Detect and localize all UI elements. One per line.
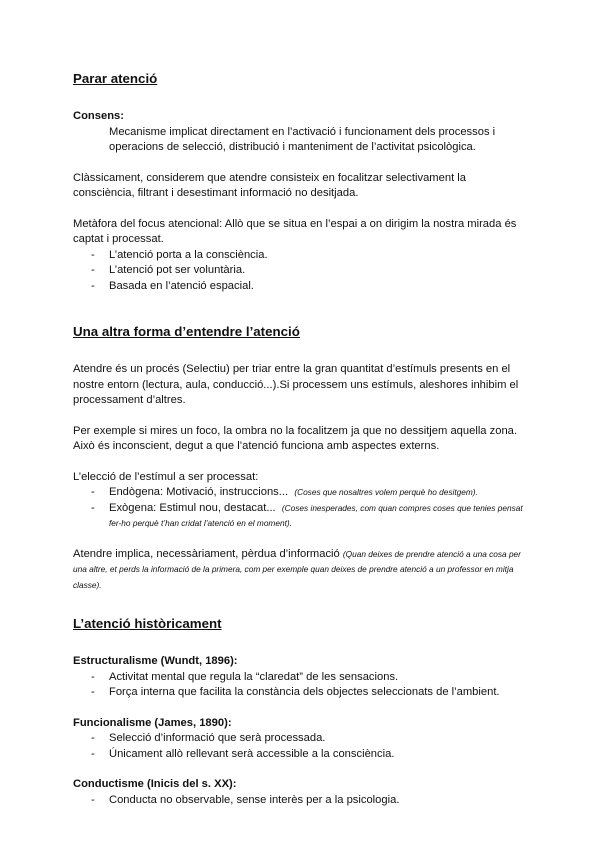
eleccio-list — [73, 485, 523, 532]
metafora-list — [73, 248, 523, 295]
list-item: - Únicament allò rellevant serà accessible a la consciència. — [91, 747, 395, 760]
list-item: - Conducta no observable, sense interès per a la psicologia. — [91, 793, 400, 806]
note-text: (Quan deixes de prendre atenció a una cosa per una altre, et perds la informació de la primera, com per exemple quan deixes de prendre atenció a un professor en mitja classe). — [73, 548, 521, 590]
consens-heading: Consens: — [73, 110, 124, 122]
list-item: - L’atenció porta a la consciència. — [91, 248, 268, 261]
funcionalisme-list — [73, 731, 523, 762]
list-item: - L’atenció pot ser voluntària. — [91, 264, 246, 276]
section-title-historicament: L’atenció històricament — [73, 616, 222, 631]
list-item: - Endògena: Motivació, instruccions... (Coses que nosaltres volem perquè ho desitgem). — [91, 486, 478, 498]
conductisme-list — [73, 793, 523, 809]
consens-paragraph: Mecanisme implicat directament en l’activació i funcionament dels processos i operacions de selecció, distribució i manteniment de l’activitat psicològica. — [109, 125, 496, 153]
section-title-altra-forma: Una altra forma d’entendre l’atenció — [73, 324, 300, 339]
estructuralisme-list — [73, 670, 523, 701]
group-heading-estructuralisme: Estructuralisme (Wundt, 1896): — [73, 655, 238, 667]
section-title-parar-atencio: Parar atenció — [73, 71, 158, 86]
eleccio-paragraph: L’elecció de l’estímul a ser processat: — [73, 470, 259, 483]
document-page — [73, 70, 523, 808]
list-item: - Força interna que facilita la constància dels objectes seleccionats de l’ambient. — [91, 686, 500, 698]
classic-paragraph: Clàssicament, considerem que atendre consisteix en focalitzar selectivament la consciència, filtrant i desestimant informació no desitjada. — [73, 171, 466, 199]
list-item: - Activitat mental que regula la “claredat” de les sensacions. — [91, 670, 399, 683]
metafora-paragraph: Metàfora del focus atencional: Allò que se situa en l’espai a on dirigim la nostra mirada és captat i processat. — [73, 217, 517, 245]
group-heading-funcionalisme: Funcionalisme (James, 1890): — [73, 716, 232, 729]
note-text: (Coses inesperades, com quan compres coses que tenies pensat fer-ho perquè t’han cridat l’atenció en el moment). — [109, 502, 523, 528]
group-heading-conductisme: Conductisme (Inicis del s. XX): — [73, 778, 237, 790]
list-item: - Selecció d’informació que serà processada. — [91, 732, 326, 744]
list-item: - Basada en l’atenció espacial. — [91, 279, 254, 292]
perdua-paragraph: Atendre implica, necessàriament, pèrdua d’informació (Quan deixes de prendre atenció a una cosa per una altre, et perds la informació de la primera, com per exemple quan deixes de prendre atenció a un professor en mitja classe). — [73, 547, 521, 590]
list-item: - Exògena: Estimul nou, destacat... (Coses inesperades, com quan compres coses que tenies pensat fer-ho perquè t’han cridat l’atenció en el moment). — [91, 501, 523, 528]
foco-paragraph: Per exemple si mires un foco, la ombra no la focalitzem ja que no dessitjem aquella zona. Això és inconscient, degut a que l’atenció funciona amb aspectes externs. — [73, 424, 517, 452]
proces-paragraph: Atendre és un procés (Selectiu) per triar entre la gran quantitat d’estímuls presents en el nostre entorn (lectura, aula, conducció...).Si processem uns estímuls, aleshores inhibim el processament d’altres. — [73, 363, 519, 406]
note-text: (Coses que nosaltres volem perquè ho desitgem). — [294, 487, 478, 497]
